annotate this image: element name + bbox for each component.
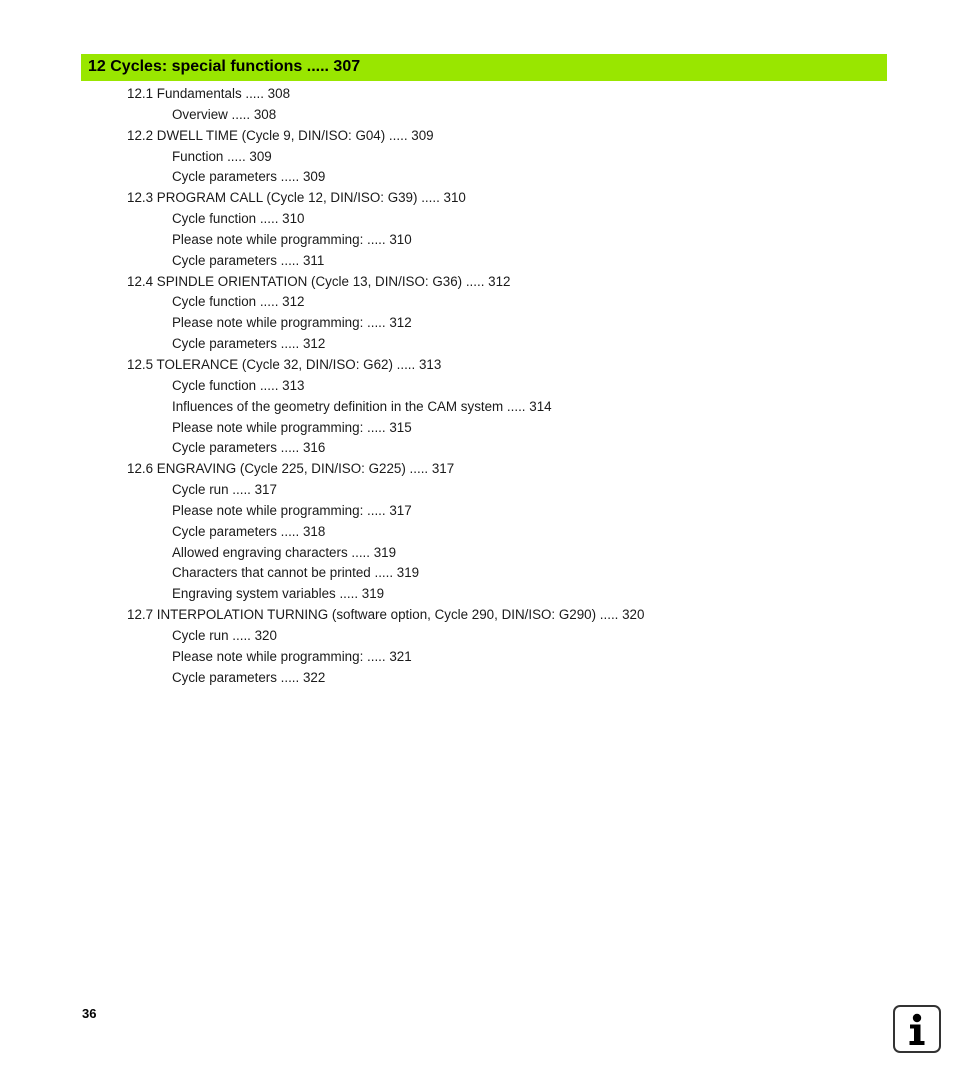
toc-subsection-entry[interactable]: Please note while programming: ..... 310 (172, 231, 412, 247)
toc-section-entry[interactable]: 12.6 ENGRAVING (Cycle 225, DIN/ISO: G225) ..... 317 (127, 461, 455, 477)
toc-subsection-entry[interactable]: Please note while programming: ..... 312 (172, 315, 412, 331)
toc-subsection-entry[interactable]: Please note while programming: ..... 315 (172, 419, 412, 435)
chapter-title[interactable]: 12 Cycles: special functions ..... 307 (88, 58, 361, 75)
toc-subsection-entry[interactable]: Overview ..... 308 (172, 106, 277, 122)
toc-subsection-entry[interactable]: Characters that cannot be printed ..... 319 (172, 565, 420, 581)
toc-section-entry[interactable]: 12.5 TOLERANCE (Cycle 32, DIN/ISO: G62) ..... 313 (127, 356, 442, 372)
toc-subsection-entry[interactable]: Cycle run ..... 317 (172, 482, 277, 498)
toc-section-entry[interactable]: 12.7 INTERPOLATION TURNING (software option, Cycle 290, DIN/ISO: G290) ..... 320 (127, 607, 645, 623)
toc-subsection-entry[interactable]: Cycle parameters ..... 322 (172, 669, 326, 685)
toc-subsection-entry[interactable]: Cycle parameters ..... 309 (172, 169, 326, 185)
toc-subsection-entry[interactable]: Function ..... 309 (172, 148, 272, 164)
toc-section-entry[interactable]: 12.3 PROGRAM CALL (Cycle 12, DIN/ISO: G39) ..... 310 (127, 190, 466, 206)
toc-section-entry[interactable]: 12.4 SPINDLE ORIENTATION (Cycle 13, DIN/ISO: G36) ..... 312 (127, 273, 511, 289)
toc-subsection-entry[interactable]: Cycle run ..... 320 (172, 627, 277, 643)
toc-subsection-entry[interactable]: Please note while programming: ..... 321 (172, 648, 412, 664)
toc-subsection-entry[interactable]: Cycle function ..... 313 (172, 377, 305, 393)
table-of-contents (0, 84, 954, 688)
toc-subsection-entry[interactable]: Cycle function ..... 310 (172, 211, 305, 227)
toc-subsection-entry[interactable]: Influences of the geometry definition in the CAM system ..... 314 (172, 398, 552, 414)
toc-subsection-entry[interactable]: Cycle parameters ..... 316 (172, 440, 326, 456)
toc-section-entry[interactable]: 12.1 Fundamentals ..... 308 (127, 86, 291, 101)
toc-subsection-entry[interactable]: Cycle parameters ..... 311 (172, 252, 325, 268)
chapter-heading-bar (81, 54, 887, 81)
toc-subsection-entry[interactable]: Allowed engraving characters ..... 319 (172, 544, 397, 560)
toc-subsection-entry[interactable]: Cycle function ..... 312 (172, 294, 305, 310)
toc-section-entry[interactable]: 12.2 DWELL TIME (Cycle 9, DIN/ISO: G04) ..... 309 (127, 127, 434, 143)
page-number: 36 (82, 1006, 97, 1021)
toc-subsection-entry[interactable]: Please note while programming: ..... 317 (172, 502, 412, 518)
info-icon (893, 1005, 941, 1053)
toc-subsection-entry[interactable]: Cycle parameters ..... 312 (172, 336, 326, 352)
toc-subsection-entry[interactable]: Cycle parameters ..... 318 (172, 523, 326, 539)
toc-subsection-entry[interactable]: Engraving system variables ..... 319 (172, 586, 385, 602)
